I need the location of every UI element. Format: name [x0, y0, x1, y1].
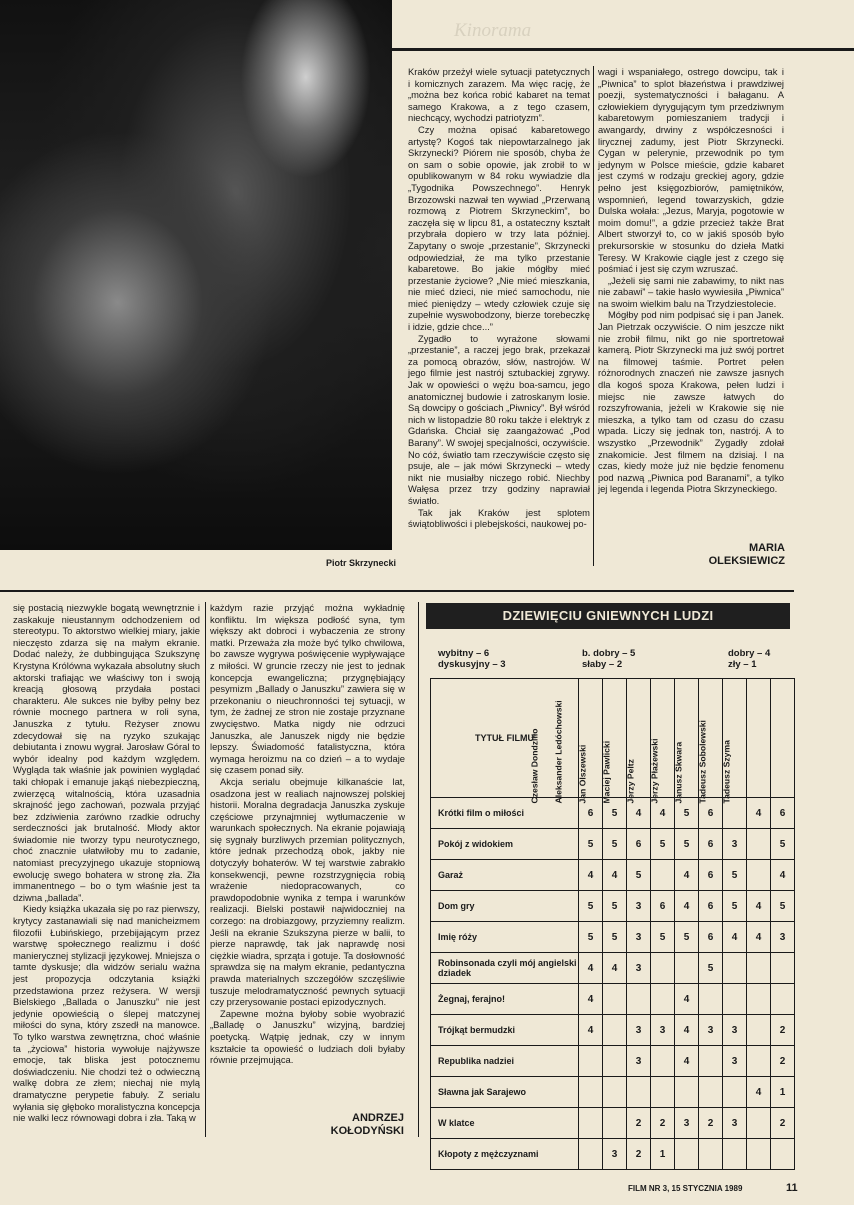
film-title: Imię róży — [431, 922, 579, 953]
rating-cell — [651, 1046, 675, 1077]
rating-cell — [651, 860, 675, 891]
rating-cell: 4 — [579, 953, 603, 984]
rating-cell: 4 — [579, 984, 603, 1015]
column-divider — [418, 602, 419, 1137]
rating-cell: 3 — [603, 1139, 627, 1170]
article1-column-2 — [598, 66, 784, 495]
rating-cell: 5 — [771, 829, 795, 860]
rating-cell: 5 — [603, 922, 627, 953]
rating-cell — [579, 1046, 603, 1077]
reviewer-name: Czesław Dondziłło — [529, 728, 540, 804]
paragraph: Czy można opisać kabaretowego artystę? Kogoś tak niepowtarzalnego jak Skrzynecki? Piórem nie sposób, chyba że on sam o sobie opowie, jak zrobił to w opublikowanym w 84 roku wywiadzie dla „Tygodnika Powszechnego”. Henryk Brzozowski nazwał ten wywiad „Przerwaną rozmową z Piotrem Skrzyneckim”, bo zaczęła się w lipcu 81, a ostateczny kształt przybrała dopiero w trzy lata później. Zapytany o swoje „przestanie”, Skrzynecki odpowiedział, że ma tylko przestanie kabaretowe. Bo jakie mógłby mieć przestanie życiowe? „Nie mieć mieszkania, nie mieć dzieci, nie mieć samochodu, nie mieć pieniędzy – wtedy człowiek czuje się zupełnie wyswobodzony, bierze torebeczkę i idzie, gdzie chce...” — [408, 123, 590, 333]
legend-item: b. dobry – 5 — [582, 648, 636, 659]
rating-cell — [771, 953, 795, 984]
film-title: Kłopoty z mężczyznami — [431, 1139, 579, 1170]
legend-item: dyskusyjny – 3 — [438, 659, 506, 670]
rating-cell: 6 — [699, 922, 723, 953]
rating-cell: 4 — [627, 798, 651, 829]
film-title: Krótki film o miłości — [431, 798, 579, 829]
rating-cell — [747, 860, 771, 891]
table-row — [431, 860, 795, 891]
rating-cell — [699, 1046, 723, 1077]
film-title: Robinsonada czyli mój angielski dziadek — [431, 953, 579, 984]
rating-cell: 6 — [699, 798, 723, 829]
rating-cell — [651, 953, 675, 984]
rating-cell — [603, 1046, 627, 1077]
page-number: 11 — [786, 1182, 798, 1194]
rating-cell: 3 — [699, 1015, 723, 1046]
rating-cell: 4 — [747, 798, 771, 829]
rating-cell: 4 — [675, 1046, 699, 1077]
rating-cell — [723, 984, 747, 1015]
article2-column-2 — [210, 602, 405, 1066]
rating-cell: 5 — [603, 891, 627, 922]
rating-cell — [603, 1077, 627, 1108]
rating-cell — [699, 1077, 723, 1108]
paragraph: Tak jak Kraków jest splotem świątobliwości i plebejskości, naukowej po- — [408, 506, 590, 530]
rating-cell: 5 — [771, 891, 795, 922]
paragraph: wagi i wspaniałego, ostrego dowcipu, tak i „Piwnica” to splot błazeństwa i prawdziwej poezji, systematyczności i bałaganu. A człowiekiem dyrygującym tym przedziwnym kabaretowym pomieszaniem tradycji i awangardy, drwiny z współczesności i lirycznej zadumy, jest Piotr Skrzynecki. Cygan w pelerynie, przewodnik po tym jedynym w Polsce mieście, gdzie kabaret jest czymś w rodzaju greckiej agory, gdzie pełno jest księgozbiorów, pamiętników, wspomnień, legend towarzyskich, gdzie Dulska wołała: „Jezus, Maryja, pogotowie w moim domu!”, a gdzie przecież także Brat Albert stworzył to, co w jakiś sposób było prekursorskie w stosunku do dzieła Matki Teresy. W Krakowie ciągle jest z czego się pośmiać i jest się czym wzruszać. — [598, 66, 784, 275]
rating-cell: 4 — [579, 860, 603, 891]
reviewer-name: Jan Olszewski — [577, 744, 588, 804]
author-byline-2 — [300, 1112, 404, 1138]
legend-item: zły – 1 — [728, 659, 757, 670]
table-row — [431, 922, 795, 953]
rating-cell: 5 — [675, 922, 699, 953]
reviewer-name: Janusz Skwara — [673, 741, 684, 804]
rating-cell — [747, 1108, 771, 1139]
rating-cell: 2 — [651, 1108, 675, 1139]
rating-cell: 3 — [723, 829, 747, 860]
rating-cell — [579, 1139, 603, 1170]
film-title: W klatce — [431, 1108, 579, 1139]
rating-cell — [747, 953, 771, 984]
rating-cell: 2 — [627, 1139, 651, 1170]
table-row — [431, 798, 795, 829]
legend-right — [728, 648, 770, 670]
column-divider — [205, 602, 206, 1137]
table-row — [431, 1015, 795, 1046]
film-title: Trójkąt bermudzki — [431, 1015, 579, 1046]
paragraph: „Jeżeli się sami nie zabawimy, to nikt nas nie zabawi” – takie hasło wywiesiła „Piwnica” na swoim wielkim balu na Trzydziestolecie. — [598, 274, 785, 309]
rating-cell: 4 — [675, 860, 699, 891]
paragraph: każdym razie przyjąć można wykładnię konfliktu. Im większa podłość syna, tym większy akt dobroci i wybaczenia ze strony matki. Przeważa zła może być tylko chwilowa, bo zawsze wygrywa poświęcenie wypływające z miłości. W gruncie rzeczy nie jest to jednak koncepcja ewangeliczna; przygnębiający pesymizm „Ballady o Januszku” zawiera się w przekonaniu o nieuchronności tej sytuacji, w tym, że żadnej ze stron nie zostaje przyznane zwycięstwo. Matka nigdy nie odrzuci Januszka, ale Januszek nigdy nie będzie lepszy. Świadomość fatalistyczna, która wymaga heroizmu na co dzień – a to wydaje się czasem ponad siły. — [210, 602, 405, 776]
paragraph: się postacią niezwykle bogatą wewnętrznie i zaskakuje nieustannym odchodzeniem od stereotypu. To aktorstwo wielkiej miary, jakie nieczęsto zdarza się na małym ekranie. Dodać należy, że dubbingująca Szukszynę Krystyna Królówna wykazała absolutny słuch aktorski trafiając we właściwy ton i swoją kreacją głosową przydała postaci charakteru. Ale sukces nie byłby pełny bez równie mocnego partnera w roli syna, Januszka z tytułu. Reżyser znowu zdecydował się na ryzyko szukając debiutanta i znowu wygrał. Jarosław Góral to wybór idealny pod każdym względem. Wygląda tak właśnie jak powinien wyglądać taki chłopak i emanuje jakąś niebezpieczną, zwierzęcą witalnością, która uzasadnia skrajność jego zachowań, pozwala przyjąć bez zdziwienia zarówno rzadkie odruchy serdeczności jak brutalność. Młody aktor świadomie nie tworzy typu neurotycznego, choć znacznie ułatwiłoby mu to zadanie, natomiast precyzyjnego ukazuje stopniową ewolucję swego bohatera w stronę zła. Zła immanentnego – bo o tym właśnie jest ta dziwna „ballada”. — [13, 602, 200, 903]
rating-cell: 3 — [675, 1108, 699, 1139]
rating-cell: 3 — [651, 1015, 675, 1046]
reviewer-name: Tadeusz Sobolewski — [697, 720, 708, 804]
rating-cell — [603, 1015, 627, 1046]
rating-cell — [747, 829, 771, 860]
rating-cell: 3 — [723, 1015, 747, 1046]
rating-cell: 4 — [675, 891, 699, 922]
rating-cell: 2 — [771, 1108, 795, 1139]
rating-cell — [675, 953, 699, 984]
rating-cell: 6 — [627, 829, 651, 860]
reviewer-header — [721, 679, 795, 804]
film-title: Żegnaj, ferajno! — [431, 984, 579, 1015]
table-row — [431, 829, 795, 860]
author-last-name: KOŁODYŃSKI — [330, 1125, 404, 1137]
legend-left — [438, 648, 506, 670]
rating-cell: 3 — [627, 953, 651, 984]
rating-cell: 4 — [603, 953, 627, 984]
reviewer-name: Maciej Pawlicki — [601, 740, 612, 804]
rating-cell: 5 — [603, 829, 627, 860]
rating-cell: 3 — [723, 1046, 747, 1077]
author-byline-1 — [640, 542, 785, 568]
rating-cell: 2 — [771, 1046, 795, 1077]
rating-cell: 4 — [747, 1077, 771, 1108]
table-row — [431, 1108, 795, 1139]
table-row — [431, 891, 795, 922]
rating-cell: 5 — [723, 860, 747, 891]
rating-cell — [603, 1108, 627, 1139]
rating-cell: 3 — [771, 922, 795, 953]
table-row — [431, 1046, 795, 1077]
rating-cell — [747, 1046, 771, 1077]
column-divider — [593, 66, 594, 566]
running-head — [392, 0, 854, 51]
rating-cell: 4 — [723, 922, 747, 953]
film-title: Sławna jak Sarajewo — [431, 1077, 579, 1108]
rating-cell — [723, 1139, 747, 1170]
rating-cell — [723, 953, 747, 984]
rating-cell: 2 — [627, 1108, 651, 1139]
rating-cell — [651, 984, 675, 1015]
paragraph: Mógłby pod nim podpisać się i pan Janek. Jan Pietrzak oczywiście. O nim jeszcze nikt nie zrobił filmu, nikt go nie sportretował kamerą. Piotr Skrzynecki ma już swój portret na filmowej taśmie. Portret pełen różnorodnych znaczeń nie zawsze jasnych dla kogoś spoza Krakowa, pełen ludzi i miejsc nie zawsze łatwych do rozszyfrowania, jeżeli w Krakowie się nie mieszka, a tylko tam od czasu do czasu wpada. Liczy się jednak ton, nastrój. A to wszystko „Przewodnik” Zygadły zdołał znakomicie. Jest filmem na dzisiaj. I na czas, kiedy może już nie będzie fenomenu pod nazwą „Piwnica pod Baranami”, a tylko jej legenda i legenda Piotra Skrzyneckiego. — [598, 309, 784, 495]
rating-cell: 6 — [651, 891, 675, 922]
rating-cell: 4 — [579, 1015, 603, 1046]
photo-caption: Piotr Skrzynecki — [325, 558, 396, 568]
ratings-table — [430, 678, 795, 1170]
table-row — [431, 1139, 795, 1170]
rating-cell: 4 — [747, 891, 771, 922]
section-divider — [0, 590, 794, 592]
rating-cell: 1 — [651, 1139, 675, 1170]
rating-cell: 4 — [747, 922, 771, 953]
film-title: Garaż — [431, 860, 579, 891]
reviewer-name: Jerzy Płażewski — [649, 738, 660, 804]
issue-footer: FILM NR 3, 15 STYCZNIA 1989 — [628, 1184, 743, 1193]
legend-middle — [582, 648, 635, 670]
rating-cell: 4 — [675, 1015, 699, 1046]
film-column-header: TYTUŁ FILMU — [431, 679, 579, 798]
rating-cell — [747, 1015, 771, 1046]
legend-item: wybitny – 6 — [438, 648, 490, 659]
rating-cell: 4 — [603, 860, 627, 891]
rating-cell — [723, 1077, 747, 1108]
rating-cell: 5 — [603, 798, 627, 829]
rating-cell: 3 — [627, 922, 651, 953]
author-last-name: OLEKSIEWICZ — [708, 555, 785, 567]
rating-cell: 5 — [627, 860, 651, 891]
rating-cell — [627, 984, 651, 1015]
rating-cell — [651, 1077, 675, 1108]
paragraph: Kraków przeżył wiele sytuacji patetycznych i komicznych zarazem. Ma więc rację, że „można bez końca robić kabaret na temat samego Krakowa, a z tego czasem, niechcący, wychodzi patriotyzm”. — [408, 66, 590, 124]
rating-cell: 3 — [627, 1015, 651, 1046]
rating-cell — [675, 1139, 699, 1170]
author-first-name: ANDRZEJ — [352, 1112, 404, 1124]
rating-cell — [699, 984, 723, 1015]
rating-cell: 4 — [651, 798, 675, 829]
paragraph: Zapewne można byłoby sobie wyobrazić „Balladę o Januszku” wizyjną, bardziej poetycką. Wątpię jednak, czy w innym kształcie ta opowieść o ludziach doli byłaby równie przejmująca. — [210, 1007, 405, 1066]
table-row — [431, 953, 795, 984]
rating-cell: 6 — [699, 891, 723, 922]
rating-cell — [699, 1139, 723, 1170]
rating-cell — [771, 1139, 795, 1170]
rating-cell: 3 — [627, 891, 651, 922]
legend-item: dobry – 4 — [728, 648, 771, 659]
rating-cell: 5 — [675, 829, 699, 860]
rating-cell: 1 — [771, 1077, 795, 1108]
rating-cell: 3 — [627, 1046, 651, 1077]
rating-cell — [747, 1139, 771, 1170]
rating-cell: 5 — [723, 891, 747, 922]
rating-cell — [747, 984, 771, 1015]
paragraph: Akcja serialu obejmuje kilkanaście lat, osadzona jest w realiach najnowszej polskiej historii. Moralna degradacja Januszka zyskuje częściowe przynajmniej wytłumaczenie w warunkach społecznych. Na ekranie pojawiają się sygnały burzliwych przemian politycznych, które jednak przechodzą obok, jakby nie dotyczyły bohaterów. W tej warstwie zabrakło konsekwencji, pewne rozstrzygnięcia robią wrażenie niedopracowanych, co prawdopodobnie wynika z tempa i warunków realizacji. Bielski postawił najwidoczniej na corzego: na drobiazgowy, przyziemny realizm. Jeśli na ekranie Szukszyna pierze w balii, to pierze naprawdę, tak jak naprawdę nosi ciężkie wiadra, sprząta i gotuje. Ta dosłowność sprawdza się na małym ekranie, pedantyczna prawda materialnych szczegółów szczęśliwie tuszuje melodramatyczność pewnych sytuacji czy przerysowanie postaci epizodycznych. — [210, 775, 405, 1008]
rating-cell — [771, 984, 795, 1015]
film-title: Dom gry — [431, 891, 579, 922]
rating-cell: 4 — [675, 984, 699, 1015]
reviewer-name: Aleksander Ledóchowski — [553, 700, 564, 804]
rating-cell: 6 — [699, 860, 723, 891]
reviewer-name: Tadeusz Szyma — [721, 740, 732, 804]
rating-cell: 5 — [579, 922, 603, 953]
rating-cell — [579, 1077, 603, 1108]
rating-cell — [627, 1077, 651, 1108]
ratings-title: DZIEWIĘCIU GNIEWNYCH LUDZI — [426, 603, 790, 629]
rating-cell: 4 — [771, 860, 795, 891]
table-row — [431, 984, 795, 1015]
running-title: Kinorama — [454, 20, 532, 41]
rating-cell — [675, 1077, 699, 1108]
rating-cell: 5 — [579, 891, 603, 922]
reviewer-name: Jerzy Peltz — [625, 759, 636, 804]
paragraph: Kiedy książka ukazała się po raz pierwszy, krytycy zastanawiali się nad manicheizmem filozofii Łubińskiego, przebijającym przez warstwę społecznego realizmu i dość manierycznej stylizacji językowej. Mniejsza o tamte dyskusje; dla widzów serialu ważna jest propozycja odczytania książki przedstawiona przez reżysera. W wersji Bielskiego „Ballada o Januszku” nie jest jedynie opowieścią o ślepej matczynej miłości do syna, który zszedł na manowce. To tylko warstwa zewnętrzna, choć właśnie ta „życiowa” historia wywołuje najżywsze emocje, tak bliska jest potocznemu doświadczeniu. Nie chodzi też o odwieczną walkę dobra ze złem; niechaj nie mylą dramatyczne perypetie fabuły. Z serialu wyłania się głęboko moralistyczna koncepcja nie walki lecz równowagi dobra i zła. Taką w — [13, 903, 200, 1124]
rating-cell: 5 — [675, 798, 699, 829]
rating-cell: 2 — [699, 1108, 723, 1139]
table-row — [431, 1077, 795, 1108]
rating-cell — [579, 1108, 603, 1139]
paragraph: Zygadło to wyrażone słowami „przestanie”, a raczej jego brak, przekazał za pomocą obrazów, słów, nastrojów. W jego filmie jest nastrój sztubackiej zgrywy. Jak w opowieści o wężu boa-samcu, jego anatomicznej budowie i zatroskanym losie. Są dowcipy o gościach „Piwnicy”. Był wśród nich w listopadzie 80 roku także i elektryk z Gdańska. Chciał się zaangażować „Pod Barany”. W swojej specjalności, oczywiście. No cóż, światło tam rzeczywiście często się psuje, ale – jak mówi Skrzynecki – wtedy nikt nie musiałby niczego robić. Niechby Wałęsa przez trzy godziny naprawiał światło. — [408, 332, 590, 506]
author-first-name: MARIA — [748, 542, 785, 554]
rating-cell: 6 — [579, 798, 603, 829]
rating-cell: 6 — [771, 798, 795, 829]
film-title: Republika nadziei — [431, 1046, 579, 1077]
rating-cell — [603, 984, 627, 1015]
rating-cell: 5 — [651, 922, 675, 953]
rating-cell: 3 — [723, 1108, 747, 1139]
rating-cell: 5 — [579, 829, 603, 860]
legend-item: słaby – 2 — [582, 659, 623, 670]
rating-cell: 6 — [699, 829, 723, 860]
rating-cell: 5 — [651, 829, 675, 860]
article1-column-1 — [408, 66, 590, 530]
film-title: Pokój z widokiem — [431, 829, 579, 860]
article2-column-1 — [13, 602, 200, 1124]
portrait-photo — [0, 0, 392, 550]
rating-cell: 2 — [771, 1015, 795, 1046]
rating-cell: 5 — [699, 953, 723, 984]
